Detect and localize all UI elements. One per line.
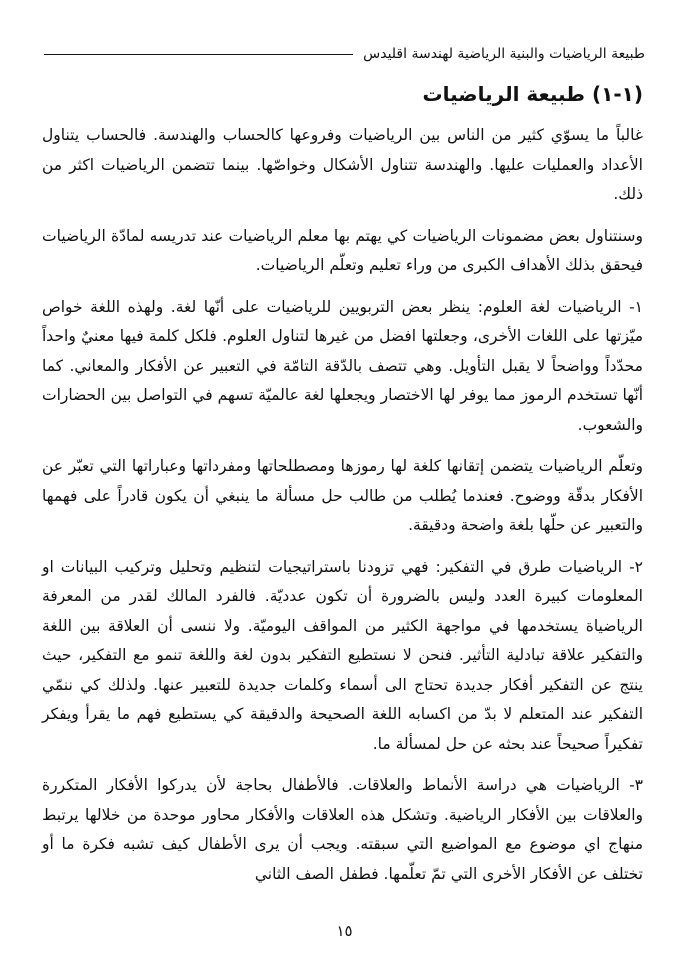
body-text — [42, 121, 643, 901]
running-header — [44, 42, 645, 66]
paragraph-intro: غالباً ما يسوّي كثير من الناس بين الرياضيات وفروعها كالحساب والهندسة. فالحساب يتناول الأعداد والعمليات عليها. والهندسة تتناول الأشكال وخواصّها. بينما تتضمن الرياضيات اكثر من ذلك. — [42, 126, 643, 203]
header-rule — [44, 54, 353, 55]
paragraph-item-3: ٣- الرياضيات هي دراسة الأنماط والعلاقات. فالأطفال بحاجة لأن يدركوا الأفكار المتكررة والعلاقات بين الأفكار الرياضية. وتشكل هذه العلاقات والأفكار محاور موحدة من خلالها يرتبط منهاج اي موضوع مع المواضيع التي سبقته. ويجب أن يرى الأطفال كيف تشبه فكرة ما أو تختلف عن الأفكار الأخرى التي تمّ تعلّمها. فطفل الصف الثاني — [42, 776, 643, 883]
paragraph-item-2: ٢- الرياضيات طرق في التفكير: فهي تزودنا باستراتيجيات لتنظيم وتحليل وتركيب البيانات او المعلومات كبيرة العدد وليس بالضرورة أن تكون عدديّة. فالفرد المالك لقدر من المعرفة الرياضياة يستخدمها في مواجهة الكثير من المواقف اليوميّة. ولا ننسى أن العلاقة بين اللغة والتفكير علاقة تبادلية التأثير. فنحن لا نستطيع التفكير بدون لغة واللغة تنمو مع التفكير، حيث ينتج عن التفكير أفكار جديدة تحتاج الى أسماء وكلمات جديدة للتعبير عنها. ولذلك كي ننمّي التفكير عند المتعلم لا بدّ من اكسابه اللغة الصحيحة والدقيقة كي يستطيع فهم ما يقرأ ويفكر تفكيراً صحيحاً عند بحثه عن حل لمسألة ما. — [42, 557, 643, 753]
running-title: طبيعة الرياضيات والبنية الرياضية لهندسة اقليدس — [363, 46, 645, 62]
paragraph-item-1-continued: وتعلّم الرياضيات يتضمن إتقانها كلغة لها رموزها ومصطلحاتها ومفرداتها وعباراتها التي تعبّر عن الأفكار بدقّة ووضوح. فعندما يُطلب من طالب حل مسألة ما ينبغي أن يكون قادراً على فهمها والتعبير عن حلّها بلغة واضحة ودقيقة. — [42, 457, 643, 534]
paragraph-item-1: ١- الرياضيات لغة العلوم: ينظر بعض التربويين للرياضيات على أنّها لغة. ولهذه اللغة خواص ميّزتها على اللغات الأخرى، وجعلتها افضل من غيرها لتناول العلوم. فلكل كلمة فيها معنيٌ واحداً محدّداً وواضحاً لا يقبل التأويل. وهي تتصف بالدّقة التامّة في التعبير عن الأفكار والمعاني. كما أنّها تستخدم الرموز مما يوفر لها الاختصار ويجعلها لغة عالميّة تسهم في التواصل بين الحضارات والشعوب. — [42, 297, 643, 434]
page-number: ١٥ — [336, 922, 353, 940]
section-heading: (١-١) طبيعة الرياضيات — [422, 82, 643, 106]
paragraph-scope: وسنتناول بعض مضمونات الرياضيات كي يهتم بها معلم الرياضيات عند تدريسه لمادّة الرياضيات فيحقق بذلك الأهداف الكبرى من وراء تعليم وتعلّم الرياضيات. — [42, 226, 643, 274]
